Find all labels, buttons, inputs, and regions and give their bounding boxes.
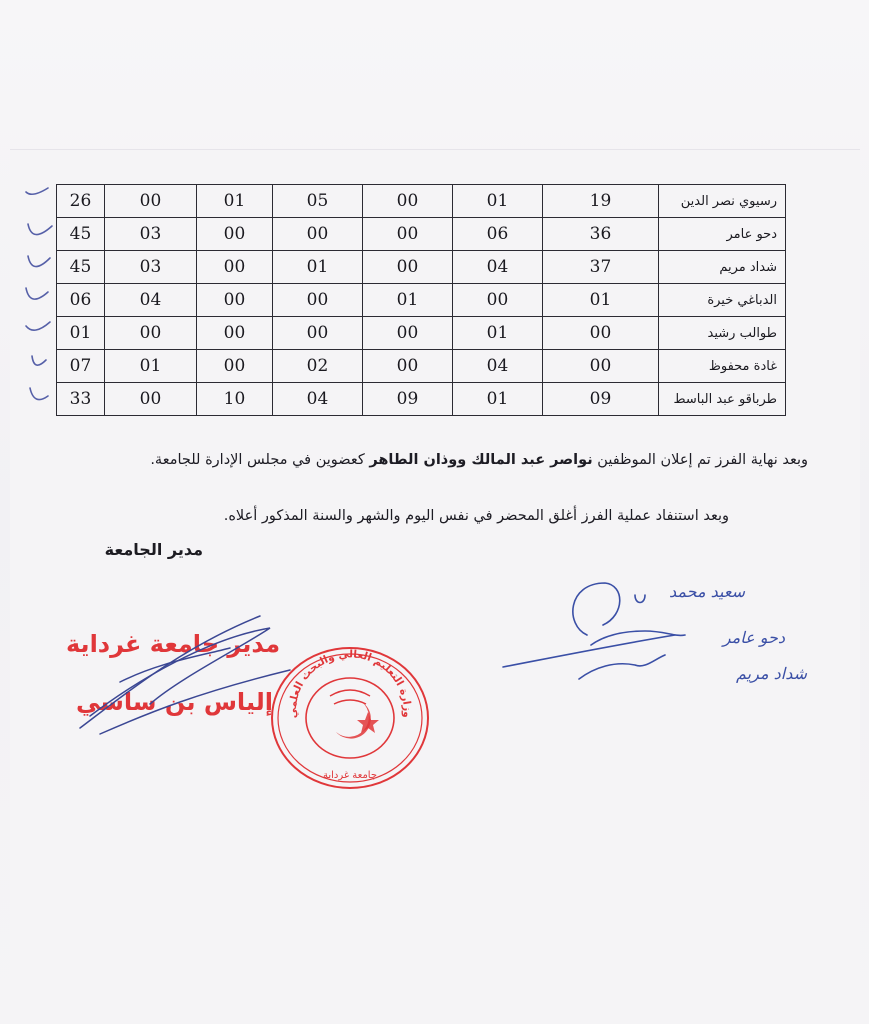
members-signatures-icon: [495, 575, 825, 695]
vote-count-cell: 06: [57, 284, 105, 317]
check-mark-icon: [28, 224, 52, 235]
vote-count-cell: 00: [197, 350, 273, 383]
vote-count-cell: 00: [105, 383, 197, 416]
svg-text:شداد مريم: شداد مريم: [736, 664, 807, 683]
vote-count-cell: 00: [273, 284, 363, 317]
vote-count-cell: 00: [543, 317, 659, 350]
vote-count-cell: 06: [453, 218, 543, 251]
check-mark-icon: [26, 322, 50, 330]
vote-count-cell: 00: [197, 317, 273, 350]
vote-count-cell: 10: [197, 383, 273, 416]
stamp-title: مدير جامعة غرداية: [66, 630, 281, 658]
candidate-name-cell: شداد مريم: [659, 251, 786, 284]
check-mark-icon: [28, 256, 50, 267]
vote-count-cell: 01: [453, 383, 543, 416]
vote-count-cell: 33: [57, 383, 105, 416]
vote-count-cell: 36: [543, 218, 659, 251]
vote-count-cell: 03: [105, 218, 197, 251]
svg-text:سعيد محمد: سعيد محمد: [669, 582, 745, 601]
table-row: [57, 185, 786, 218]
candidate-name-cell: رسيوي نصر الدين: [659, 185, 786, 218]
table-row: [57, 383, 786, 416]
check-mark-icon: [26, 288, 48, 299]
candidate-name-cell: طوالب رشيد: [659, 317, 786, 350]
vote-count-cell: 00: [543, 350, 659, 383]
vote-count-cell: 45: [57, 218, 105, 251]
vote-count-cell: 00: [363, 317, 453, 350]
vote-count-cell: 19: [543, 185, 659, 218]
vote-count-cell: 07: [57, 350, 105, 383]
announcement-end: كعضوين في مجلس الإدارة للجامعة.: [150, 452, 370, 468]
vote-count-cell: 00: [273, 218, 363, 251]
vote-count-cell: 00: [197, 284, 273, 317]
svg-text:جامعة غرداية: جامعة غرداية: [322, 770, 378, 781]
vote-count-cell: 01: [453, 317, 543, 350]
vote-count-cell: 01: [197, 185, 273, 218]
table-row: [57, 350, 786, 383]
vote-count-cell: 03: [105, 251, 197, 284]
svg-text:دحو عامر: دحو عامر: [722, 628, 785, 647]
announcement-start: وبعد نهاية الفرز تم إعلان الموظفين: [592, 452, 808, 468]
table-row: [57, 218, 786, 251]
vote-count-cell: 09: [543, 383, 659, 416]
vote-count-cell: 45: [57, 251, 105, 284]
vote-count-cell: 00: [197, 251, 273, 284]
check-mark-icon: [32, 356, 46, 365]
vote-count-cell: 09: [363, 383, 453, 416]
vote-count-cell: 04: [273, 383, 363, 416]
vote-count-cell: 05: [273, 185, 363, 218]
result-announcement: [150, 452, 808, 468]
vote-count-cell: 00: [453, 284, 543, 317]
vote-count-cell: 00: [273, 317, 363, 350]
vote-count-cell: 26: [57, 185, 105, 218]
vote-count-cell: 00: [197, 218, 273, 251]
vote-count-cell: 01: [273, 251, 363, 284]
vote-count-cell: 01: [543, 284, 659, 317]
vote-count-cell: 01: [57, 317, 105, 350]
check-mark-icon: [26, 188, 48, 194]
stamp-name: إلياس بن ساسي: [76, 688, 273, 716]
candidate-name-cell: غادة محفوظ: [659, 350, 786, 383]
vote-count-cell: 00: [363, 218, 453, 251]
vote-count-cell: 02: [273, 350, 363, 383]
vote-count-cell: 04: [453, 350, 543, 383]
vote-count-cell: 01: [453, 185, 543, 218]
vote-count-cell: 00: [363, 350, 453, 383]
elected-members: نواصر عبد المالك ووذان الطاهر: [369, 452, 593, 468]
check-marks: [18, 184, 58, 414]
vote-count-cell: 37: [543, 251, 659, 284]
votes-table: [56, 184, 786, 416]
vote-count-cell: 04: [105, 284, 197, 317]
candidate-name-cell: طرباقو عبد الباسط: [659, 383, 786, 416]
director-title: مدير الجامعة: [104, 540, 203, 559]
check-mark-icon: [30, 388, 48, 400]
table-row: [57, 251, 786, 284]
table-row: [57, 317, 786, 350]
vote-count-cell: 01: [105, 350, 197, 383]
vote-count-cell: 00: [363, 185, 453, 218]
svg-text:وزارة التعليم العالي والبحث ال: وزارة التعليم العالي والبحث العلمي: [286, 648, 414, 719]
vote-count-cell: 01: [363, 284, 453, 317]
vote-count-cell: 04: [453, 251, 543, 284]
vote-count-cell: 00: [363, 251, 453, 284]
director-signature-icon: [60, 608, 300, 748]
table-row: [57, 284, 786, 317]
vote-count-cell: 00: [105, 317, 197, 350]
vote-count-cell: 00: [105, 185, 197, 218]
candidate-name-cell: دحو عامر: [659, 218, 786, 251]
closing-statement: وبعد استنفاد عملية الفرز أغلق المحضر في نفس اليوم والشهر والسنة المذكور أعلاه.: [223, 508, 729, 524]
candidate-name-cell: الدباغي خيرة: [659, 284, 786, 317]
